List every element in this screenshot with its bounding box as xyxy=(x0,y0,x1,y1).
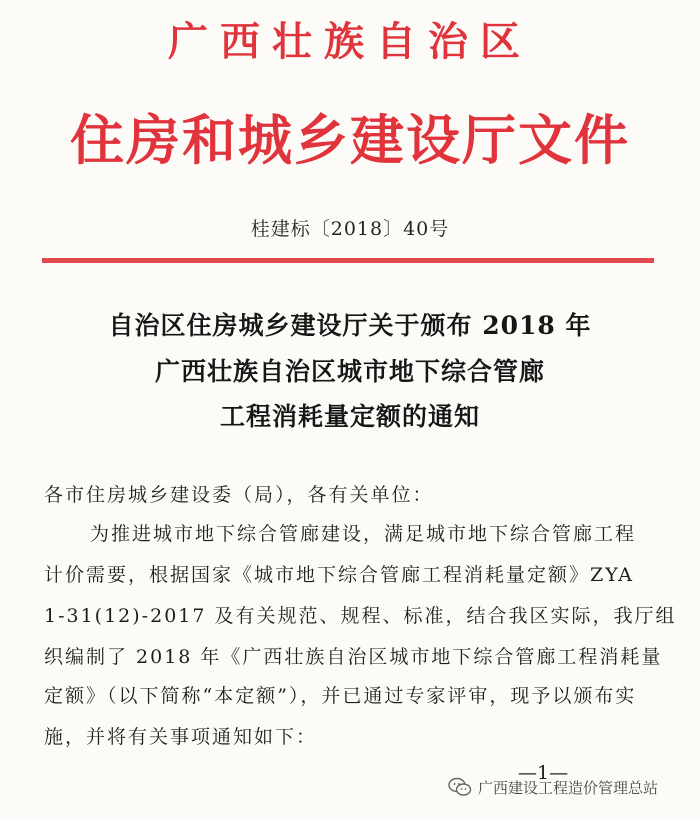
body-line: 1-31(12)-2017 及有关规范、规程、标准，结合我区实际，我厅组 xyxy=(44,605,677,627)
body-line: 为推进城市地下综合管廊建设，满足城市地下综合管廊工程 xyxy=(90,523,637,545)
body-line: 计价需要，根据国家《城市地下综合管廊工程消耗量定额》ZYA xyxy=(44,564,634,586)
body-line: 定额》（以下简称“本定额”），并已通过专家评审，现予以颁布实 xyxy=(44,685,637,707)
issuer-region: 广西壮族自治区 xyxy=(168,18,532,65)
watermark xyxy=(448,776,658,798)
watermark-text: 广西建设工程造价管理总站 xyxy=(478,778,659,797)
page-number: —1— xyxy=(518,762,569,784)
body-line: 织编制了 2018 年《广西壮族自治区城市地下综合管廊工程消耗量 xyxy=(44,646,663,668)
title-line-2: 广西壮族自治区城市地下综合管廊 xyxy=(154,357,545,386)
title-line-3: 工程消耗量定额的通知 xyxy=(219,402,480,431)
body-line: 施，并将有关事项通知如下： xyxy=(44,726,318,748)
red-divider xyxy=(42,258,654,263)
wechat-icon xyxy=(448,776,472,798)
document-number: 桂建标〔2018〕40号 xyxy=(250,218,450,240)
title-line-1: 自治区住房城乡建设厅关于颁布 2018 年 xyxy=(108,311,592,340)
salutation: 各市住房城乡建设委（局），各有关单位： xyxy=(44,484,434,506)
issuer-department: 住房和城乡建设厅文件 xyxy=(70,108,630,172)
